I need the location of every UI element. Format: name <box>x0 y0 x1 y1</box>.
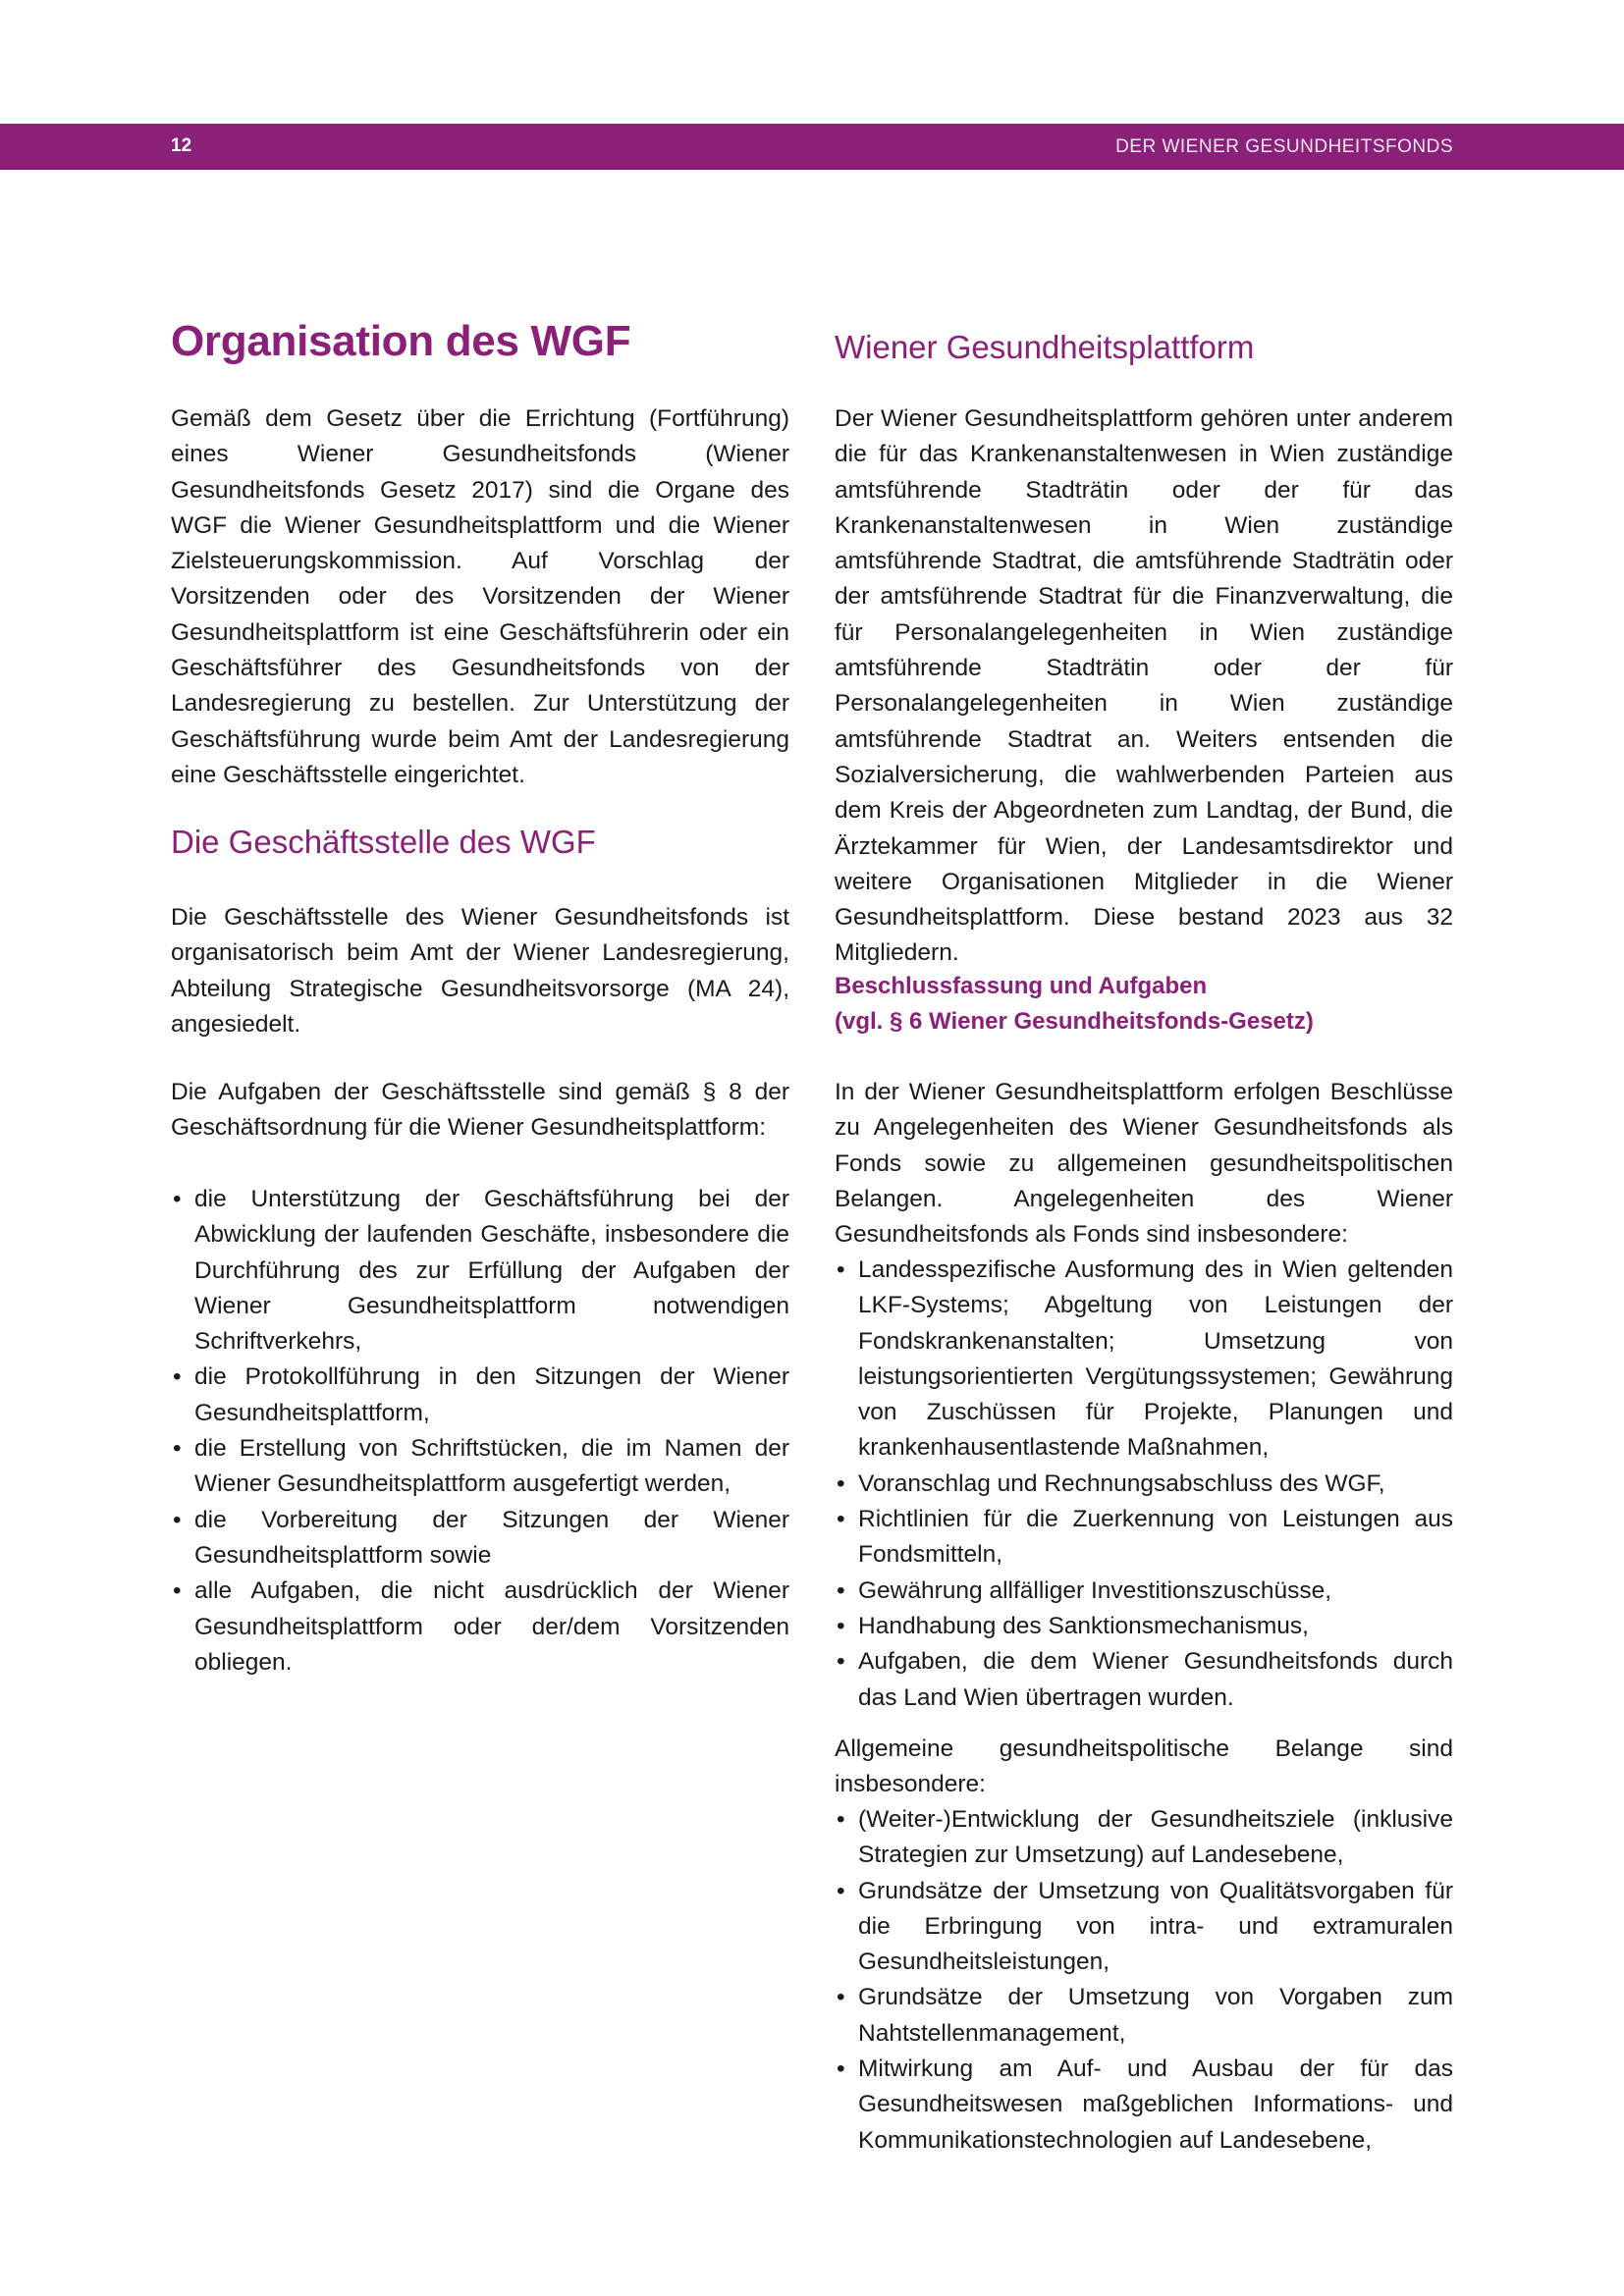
bullet-icon: • <box>173 1506 182 1533</box>
section-heading-geschaeftsstelle: Die Geschäftsstelle des WGF <box>171 824 596 860</box>
list-item: • Mitwirkung am Auf- und Ausbau der für das Gesundheitswesen maßgeblichen Informations- und Kommunikationstechnologien auf Landesebene, <box>835 2052 1453 2159</box>
list-item: • die Unterstützung der Geschäftsführung bei der Abwicklung der laufenden Geschäfte, insbesondere die Durchführung des zur Erfüllung der Aufgaben der Wiener Gesundheitsplattform notwendigen Schriftverkehrs, <box>171 1182 789 1360</box>
bullet-icon: • <box>837 1877 845 1904</box>
page-title: Organisation des WGF <box>171 317 631 365</box>
tasks-intro-paragraph: Die Aufgaben der Geschäftsstelle sind gemäß § 8 der Geschäftsordnung für die Wiener Gesundheitsplattform: <box>171 1079 789 1142</box>
list-item: • Grundsätze der Umsetzung von Qualitätsvorgaben für die Erbringung von intra- und extramuralen Gesundheitsleistungen, <box>835 1874 1453 1981</box>
intro-paragraph: Gemäß dem Gesetz über die Errichtung (Fortführung) eines Wiener Gesundheitsfonds (Wiener Gesundheitsfonds Gesetz 2017) sind die Organe des WGF die Wiener Gesundheitsplattform und die Wiener Zielsteuerungskommission. Auf Vorschlag der Vorsitzenden oder des Vorsitzenden der Wiener Gesundheitsplattform ist eine Geschäftsführerin oder ein Geschäftsführer des Gesundheitsfonds von der Landesregierung zu bestellen. Zur Unterstützung der Geschäftsführung wurde beim Amt der Landesregierung eine Geschäftsstelle eingerichtet. <box>171 405 789 788</box>
policy-matters-list <box>835 1802 1453 2159</box>
list-item: • die Protokollführung in den Sitzungen der Wiener Gesundheitsplattform, <box>171 1360 789 1431</box>
bullet-icon: • <box>173 1363 182 1391</box>
bullet-icon: • <box>837 1984 845 2011</box>
list-item: • Grundsätze der Umsetzung von Vorgaben zum Nahtstellenmanagement, <box>835 1980 1453 2052</box>
bullet-icon: • <box>837 1806 845 1833</box>
beschluesse-paragraph: In der Wiener Gesundheitsplattform erfolgen Beschlüsse zu Angelegenheiten des Wiener Gesundheitsfonds als Fonds sowie zu allgemeinen gesundheitspolitischen Belangen. Angelegenheiten des Wiener Gesundheitsfonds als Fonds sind insbesondere: <box>835 1079 1453 1249</box>
list-item: • Handhabung des Sanktionsmechanismus, <box>835 1609 1453 1644</box>
bullet-icon: • <box>173 1577 182 1605</box>
bullet-icon: • <box>837 1256 845 1283</box>
list-item: • Landesspezifische Ausformung des in Wien geltenden LKF-Systems; Abgeltung von Leistungen der Fondskrankenanstalten; Umsetzung von leistungsorientierten Vergütungssystemen; Gewährung von Zuschüssen für Projekte, Planungen und krankenhausentlastende Maßnahmen, <box>835 1253 1453 1467</box>
plattform-members-paragraph: Der Wiener Gesundheitsplattform gehören unter anderem die für das Krankenanstaltenwesen in Wien zuständige amtsführende Stadträtin oder der für das Krankenanstaltenwesen in Wien zuständige amtsführende Stadtrat, die amtsführende Stadträtin oder der amtsführende Stadtrat für die Finanzverwaltung, die für Personalangelegenheiten in Wien zuständige amtsführende Stadträtin oder der für Personalangelegenheiten in Wien zuständige amtsführende Stadtrat an. Weiters entsenden die Sozialversicherung, die wahlwerbenden Parteien aus dem Kreis der Abgeordneten zum Landtag, der Bund, die Ärztekammer für Wien, der Landesamtsdirektor und weitere Organisationen Mitglieder in die Wiener Gesundheitsplattform. Diese bestand 2023 aus 32 Mitgliedern. <box>835 405 1453 967</box>
section-heading-gesundheitsplattform: Wiener Gesundheitsplattform <box>835 329 1255 365</box>
bullet-icon: • <box>837 1469 845 1497</box>
list-item: • Voranschlag und Rechnungsabschluss des WGF, <box>835 1467 1453 1502</box>
geschaeftsstelle-paragraph: Die Geschäftsstelle des Wiener Gesundheitsfonds ist organisatorisch beim Amt der Wiener Landesregierung, Abteilung Strategische Gesundheitsvorsorge (MA 24), angesiedelt. <box>171 904 789 1038</box>
list-item: • Aufgaben, die dem Wiener Gesundheitsfonds durch das Land Wien übertragen wurden. <box>835 1644 1453 1716</box>
list-item: • die Vorbereitung der Sitzungen der Wiener Gesundheitsplattform sowie <box>171 1503 789 1575</box>
bullet-icon: • <box>837 1612 845 1639</box>
list-item: • alle Aufgaben, die nicht ausdrücklich der Wiener Gesundheitsplattform oder der/dem Vorsitzenden obliegen. <box>171 1574 789 1681</box>
list-item: • (Weiter-)Entwicklung der Gesundheitsziele (inklusive Strategien zur Umsetzung) auf Landesebene, <box>835 1802 1453 1874</box>
subheading-line-2: (vgl. § 6 Wiener Gesundheitsfonds-Gesetz) <box>835 1008 1314 1035</box>
list-item: • die Erstellung von Schriftstücken, die im Namen der Wiener Gesundheitsplattform ausgefertigt werden, <box>171 1431 789 1503</box>
bullet-icon: • <box>173 1186 182 1212</box>
list-item: • Richtlinien für die Zuerkennung von Leistungen aus Fondsmitteln, <box>835 1502 1453 1574</box>
list-item: • Gewährung allfälliger Investitionszuschüsse, <box>835 1574 1453 1609</box>
bullet-icon: • <box>837 1648 845 1676</box>
policy-intro-paragraph: Allgemeine gesundheitspolitische Belange sind insbesondere: <box>835 1735 1453 1798</box>
tasks-list <box>171 1182 789 1681</box>
bullet-icon: • <box>837 2056 845 2083</box>
subheading-beschlussfassung <box>835 969 1314 1040</box>
running-title: DER WIENER GESUNDHEITSFONDS <box>1115 136 1453 157</box>
bullet-icon: • <box>173 1435 182 1463</box>
page-number: 12 <box>171 135 192 156</box>
subheading-line-1: Beschlussfassung und Aufgaben <box>835 973 1208 999</box>
bullet-icon: • <box>837 1506 845 1533</box>
fund-matters-list <box>835 1253 1453 1716</box>
bullet-icon: • <box>837 1576 845 1604</box>
